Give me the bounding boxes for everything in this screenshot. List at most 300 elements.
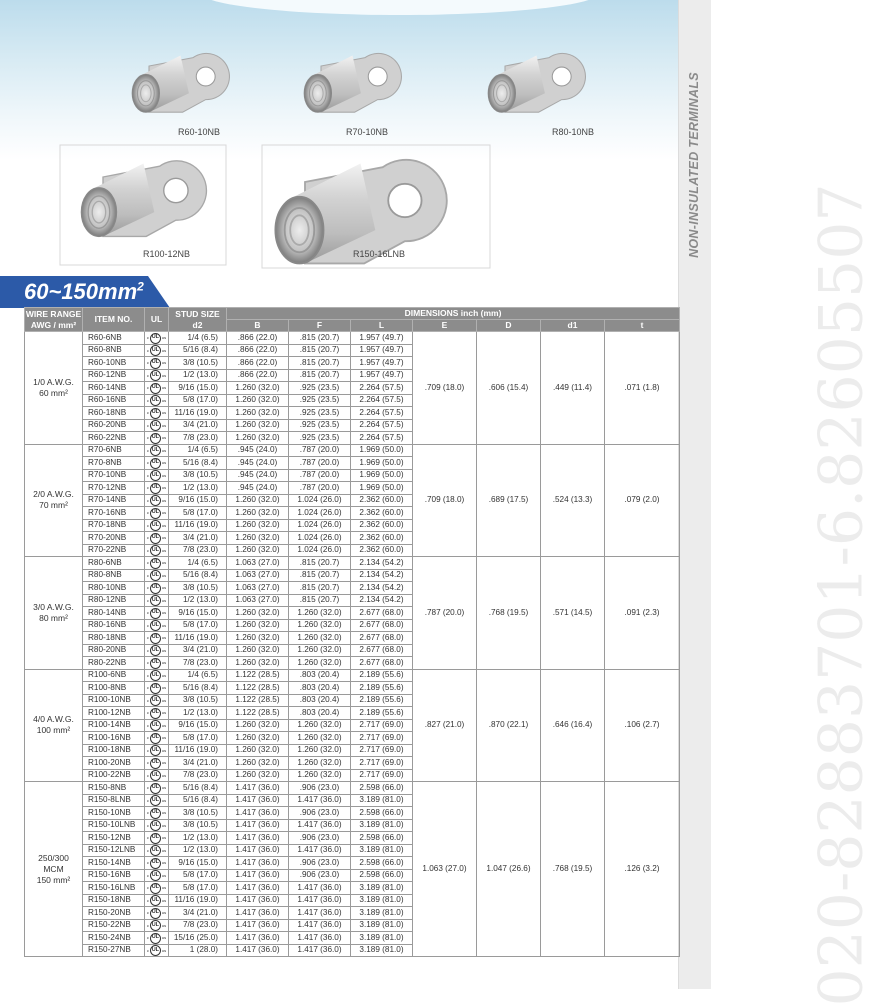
stud-size-cell: 3/4 (21.0) xyxy=(169,907,227,920)
ul-listed-icon: c UL us xyxy=(147,408,166,419)
dim-f-cell: .906 (23.0) xyxy=(289,869,351,882)
product-image-r150 xyxy=(275,160,446,264)
item-no-cell: R70-8NB xyxy=(83,457,145,470)
dim-l-cell: 2.134 (54.2) xyxy=(351,569,413,582)
dim-l-cell: 2.598 (66.0) xyxy=(351,869,413,882)
dim-b-cell: 1.417 (36.0) xyxy=(227,819,289,832)
dim-l-cell: 2.264 (57.5) xyxy=(351,394,413,407)
stud-size-cell: 1/4 (6.5) xyxy=(169,557,227,570)
dim-b-cell: 1.417 (36.0) xyxy=(227,807,289,820)
dim-f-cell: 1.417 (36.0) xyxy=(289,794,351,807)
ul-cell xyxy=(145,819,169,832)
ul-cell xyxy=(145,769,169,782)
ul-cell xyxy=(145,669,169,682)
product-illustrations xyxy=(0,0,678,275)
ul-listed-icon: c UL us xyxy=(147,483,166,494)
ul-listed-icon: c UL us xyxy=(147,570,166,581)
dim-b-cell: 1.260 (32.0) xyxy=(227,732,289,745)
dim-f-cell: 1.417 (36.0) xyxy=(289,882,351,895)
spec-table xyxy=(24,307,680,957)
table-row xyxy=(25,557,680,570)
dim-t-cell: .091 (2.3) xyxy=(605,557,680,670)
item-no-cell: R70-14NB xyxy=(83,494,145,507)
header-f: F xyxy=(289,320,351,332)
header-t: t xyxy=(605,320,680,332)
wire-range-text: 4/0 A.W.G. xyxy=(33,714,74,725)
wire-range-text: 2/0 A.W.G. xyxy=(33,489,74,500)
stud-size-cell: 3/4 (21.0) xyxy=(169,757,227,770)
item-no-cell: R150-24NB xyxy=(83,932,145,945)
dim-b-cell: 1.122 (28.5) xyxy=(227,707,289,720)
ul-cell xyxy=(145,382,169,395)
dim-b-cell: .945 (24.0) xyxy=(227,469,289,482)
dim-f-cell: .787 (20.0) xyxy=(289,457,351,470)
dim-l-cell: 1.957 (49.7) xyxy=(351,369,413,382)
dim-t-cell: .071 (1.8) xyxy=(605,332,680,445)
wire-range-text: 80 mm² xyxy=(39,612,68,623)
item-no-cell: R70-6NB xyxy=(83,444,145,457)
ul-listed-icon: c UL us xyxy=(147,520,166,531)
dim-l-cell: 2.189 (55.6) xyxy=(351,694,413,707)
dim-l-cell: 2.134 (54.2) xyxy=(351,557,413,570)
dim-b-cell: 1.260 (32.0) xyxy=(227,644,289,657)
dim-l-cell: 2.362 (60.0) xyxy=(351,494,413,507)
dim-l-cell: 3.189 (81.0) xyxy=(351,844,413,857)
wire-range-text: 250/300 xyxy=(38,852,69,863)
ul-listed-icon: c UL us xyxy=(147,883,166,894)
product-image-r100 xyxy=(81,161,206,237)
section-title-text: 60~150mm xyxy=(24,279,138,304)
dim-e-cell: .827 (21.0) xyxy=(413,669,477,782)
ul-cell xyxy=(145,919,169,932)
section-title xyxy=(24,279,144,305)
stud-size-cell: 11/16 (19.0) xyxy=(169,407,227,420)
ul-listed-icon: c UL us xyxy=(147,358,166,369)
ul-cell xyxy=(145,557,169,570)
dim-f-cell: .925 (23.5) xyxy=(289,394,351,407)
dim-b-cell: 1.260 (32.0) xyxy=(227,632,289,645)
header-ul: UL xyxy=(145,308,169,332)
dim-l-cell: 3.189 (81.0) xyxy=(351,944,413,957)
dim-f-cell: .906 (23.0) xyxy=(289,807,351,820)
dim-b-cell: 1.122 (28.5) xyxy=(227,682,289,695)
ul-listed-icon: c UL us xyxy=(147,933,166,944)
item-no-cell: R80-18NB xyxy=(83,632,145,645)
item-no-cell: R60-18NB xyxy=(83,407,145,420)
dim-d1-cell: .768 (19.5) xyxy=(541,782,605,957)
dim-b-cell: 1.260 (32.0) xyxy=(227,394,289,407)
stud-size-cell: 9/16 (15.0) xyxy=(169,382,227,395)
dim-b-cell: 1.417 (36.0) xyxy=(227,832,289,845)
ul-cell xyxy=(145,644,169,657)
dim-l-cell: 1.969 (50.0) xyxy=(351,482,413,495)
dim-f-cell: 1.024 (26.0) xyxy=(289,519,351,532)
ul-cell xyxy=(145,594,169,607)
dim-b-cell: 1.260 (32.0) xyxy=(227,657,289,670)
ul-cell xyxy=(145,407,169,420)
stud-size-cell: 5/8 (17.0) xyxy=(169,507,227,520)
dim-l-cell: 2.677 (68.0) xyxy=(351,619,413,632)
stud-size-cell: 5/8 (17.0) xyxy=(169,394,227,407)
item-no-cell: R60-6NB xyxy=(83,332,145,345)
dim-l-cell: 1.957 (49.7) xyxy=(351,357,413,370)
ul-listed-icon: c UL us xyxy=(147,920,166,931)
ul-cell xyxy=(145,469,169,482)
dim-l-cell: 2.264 (57.5) xyxy=(351,382,413,395)
dim-f-cell: 1.417 (36.0) xyxy=(289,844,351,857)
dim-b-cell: 1.260 (32.0) xyxy=(227,507,289,520)
dim-l-cell: 2.189 (55.6) xyxy=(351,669,413,682)
dim-l-cell: 2.717 (69.0) xyxy=(351,769,413,782)
item-no-cell: R150-12NB xyxy=(83,832,145,845)
stud-size-cell: 11/16 (19.0) xyxy=(169,519,227,532)
dim-b-cell: 1.417 (36.0) xyxy=(227,907,289,920)
dim-d-cell: .689 (17.5) xyxy=(477,444,541,557)
ul-cell xyxy=(145,632,169,645)
header-b: B xyxy=(227,320,289,332)
dim-f-cell: 1.260 (32.0) xyxy=(289,632,351,645)
ul-cell xyxy=(145,757,169,770)
item-no-cell: R60-10NB xyxy=(83,357,145,370)
ul-cell xyxy=(145,794,169,807)
ul-listed-icon: c UL us xyxy=(147,620,166,631)
dim-f-cell: .906 (23.0) xyxy=(289,832,351,845)
dim-b-cell: 1.260 (32.0) xyxy=(227,607,289,620)
stud-size-cell: 3/8 (10.5) xyxy=(169,694,227,707)
dim-l-cell: 1.957 (49.7) xyxy=(351,344,413,357)
ul-listed-icon: c UL us xyxy=(147,395,166,406)
item-no-cell: R60-12NB xyxy=(83,369,145,382)
dim-b-cell: 1.260 (32.0) xyxy=(227,432,289,445)
stud-size-cell: 3/8 (10.5) xyxy=(169,807,227,820)
item-no-cell: R100-18NB xyxy=(83,744,145,757)
wire-range-text: 3/0 A.W.G. xyxy=(33,601,74,612)
dim-f-cell: 1.417 (36.0) xyxy=(289,944,351,957)
product-label: R100-12NB xyxy=(143,249,191,259)
ul-cell xyxy=(145,894,169,907)
item-no-cell: R80-10NB xyxy=(83,582,145,595)
dim-l-cell: 3.189 (81.0) xyxy=(351,932,413,945)
item-no-cell: R70-10NB xyxy=(83,469,145,482)
ul-listed-icon: c UL us xyxy=(147,908,166,919)
stud-size-cell: 5/8 (17.0) xyxy=(169,619,227,632)
item-no-cell: R150-20NB xyxy=(83,907,145,920)
dim-l-cell: 1.969 (50.0) xyxy=(351,469,413,482)
dim-l-cell: 2.677 (68.0) xyxy=(351,644,413,657)
dim-l-cell: 2.189 (55.6) xyxy=(351,707,413,720)
ul-listed-icon: c UL us xyxy=(147,858,166,869)
ul-listed-icon: c UL us xyxy=(147,458,166,469)
wire-range-text: 1/0 A.W.G. xyxy=(33,376,74,387)
item-no-cell: R150-10LNB xyxy=(83,819,145,832)
dim-f-cell: .906 (23.0) xyxy=(289,857,351,870)
stud-size-cell: 1/2 (13.0) xyxy=(169,482,227,495)
dim-l-cell: 2.189 (55.6) xyxy=(351,682,413,695)
dim-f-cell: .815 (20.7) xyxy=(289,569,351,582)
dim-b-cell: 1.260 (32.0) xyxy=(227,757,289,770)
dim-l-cell: 2.134 (54.2) xyxy=(351,582,413,595)
item-no-cell: R150-8NB xyxy=(83,782,145,795)
item-no-cell: R150-14NB xyxy=(83,857,145,870)
product-label: R60-10NB xyxy=(178,127,221,137)
stud-size-cell: 11/16 (19.0) xyxy=(169,894,227,907)
stud-size-cell: 7/8 (23.0) xyxy=(169,657,227,670)
dim-l-cell: 2.717 (69.0) xyxy=(351,732,413,745)
ul-listed-icon: c UL us xyxy=(147,758,166,769)
watermark: 020-82883701-6.82605507 xyxy=(806,183,877,1007)
dim-b-cell: 1.417 (36.0) xyxy=(227,882,289,895)
item-no-cell: R150-12LNB xyxy=(83,844,145,857)
stud-size-cell: 5/16 (8.4) xyxy=(169,344,227,357)
item-no-cell: R80-22NB xyxy=(83,657,145,670)
wire-range-text: MCM xyxy=(43,863,64,874)
dim-l-cell: 3.189 (81.0) xyxy=(351,819,413,832)
ul-listed-icon: c UL us xyxy=(147,783,166,794)
ul-cell xyxy=(145,682,169,695)
dim-b-cell: 1.417 (36.0) xyxy=(227,794,289,807)
ul-cell xyxy=(145,544,169,557)
dim-l-cell: 2.598 (66.0) xyxy=(351,832,413,845)
item-no-cell: R70-20NB xyxy=(83,532,145,545)
dim-b-cell: .866 (22.0) xyxy=(227,357,289,370)
dim-e-cell: .709 (18.0) xyxy=(413,444,477,557)
item-no-cell: R100-8NB xyxy=(83,682,145,695)
ul-listed-icon: c UL us xyxy=(147,695,166,706)
ul-listed-icon: c UL us xyxy=(147,545,166,556)
dim-f-cell: .815 (20.7) xyxy=(289,594,351,607)
stud-size-cell: 5/16 (8.4) xyxy=(169,682,227,695)
dim-l-cell: 2.362 (60.0) xyxy=(351,507,413,520)
ul-cell xyxy=(145,569,169,582)
stud-size-cell: 3/4 (21.0) xyxy=(169,532,227,545)
dim-l-cell: 2.362 (60.0) xyxy=(351,519,413,532)
ul-listed-icon: c UL us xyxy=(147,795,166,806)
item-no-cell: R70-18NB xyxy=(83,519,145,532)
stud-size-cell: 5/8 (17.0) xyxy=(169,882,227,895)
ul-listed-icon: c UL us xyxy=(147,833,166,844)
ul-cell xyxy=(145,857,169,870)
item-no-cell: R60-16NB xyxy=(83,394,145,407)
dim-f-cell: 1.260 (32.0) xyxy=(289,769,351,782)
stud-size-cell: 3/4 (21.0) xyxy=(169,419,227,432)
ul-listed-icon: c UL us xyxy=(147,845,166,856)
dim-l-cell: 2.598 (66.0) xyxy=(351,807,413,820)
item-no-cell: R60-20NB xyxy=(83,419,145,432)
ul-listed-icon: c UL us xyxy=(147,633,166,644)
dim-f-cell: .803 (20.4) xyxy=(289,694,351,707)
ul-cell xyxy=(145,394,169,407)
stud-size-cell: 3/8 (10.5) xyxy=(169,357,227,370)
ul-cell xyxy=(145,732,169,745)
item-no-cell: R100-14NB xyxy=(83,719,145,732)
dim-b-cell: 1.260 (32.0) xyxy=(227,544,289,557)
product-label: R80-10NB xyxy=(552,127,595,137)
item-no-cell: R100-10NB xyxy=(83,694,145,707)
dim-b-cell: 1.122 (28.5) xyxy=(227,669,289,682)
ul-listed-icon: c UL us xyxy=(147,445,166,456)
dim-e-cell: 1.063 (27.0) xyxy=(413,782,477,957)
dim-b-cell: .945 (24.0) xyxy=(227,482,289,495)
dim-l-cell: 3.189 (81.0) xyxy=(351,794,413,807)
item-no-cell: R150-16LNB xyxy=(83,882,145,895)
dim-d-cell: 1.047 (26.6) xyxy=(477,782,541,957)
stud-size-cell: 1/2 (13.0) xyxy=(169,707,227,720)
dim-f-cell: 1.260 (32.0) xyxy=(289,607,351,620)
item-no-cell: R150-8LNB xyxy=(83,794,145,807)
header-item-no: ITEM NO. xyxy=(83,308,145,332)
dim-l-cell: 2.677 (68.0) xyxy=(351,632,413,645)
dim-l-cell: 1.957 (49.7) xyxy=(351,332,413,345)
dim-l-cell: 2.264 (57.5) xyxy=(351,419,413,432)
ul-cell xyxy=(145,932,169,945)
dim-b-cell: 1.417 (36.0) xyxy=(227,857,289,870)
wire-range-cell xyxy=(25,669,83,782)
wire-range-text: 100 mm² xyxy=(36,725,71,736)
header-stud-size: STUD SIZE d2 xyxy=(169,308,227,332)
item-no-cell: R150-18NB xyxy=(83,894,145,907)
dim-b-cell: 1.260 (32.0) xyxy=(227,519,289,532)
ul-cell xyxy=(145,807,169,820)
wire-range-cell xyxy=(25,444,83,557)
item-no-cell: R80-16NB xyxy=(83,619,145,632)
table-row xyxy=(25,444,680,457)
stud-size-cell: 5/16 (8.4) xyxy=(169,457,227,470)
dim-f-cell: .815 (20.7) xyxy=(289,369,351,382)
ul-listed-icon: c UL us xyxy=(147,333,166,344)
header-d1: d1 xyxy=(541,320,605,332)
item-no-cell: R70-22NB xyxy=(83,544,145,557)
item-no-cell: R80-20NB xyxy=(83,644,145,657)
product-label: R150-16LNB xyxy=(353,249,406,259)
dim-l-cell: 2.362 (60.0) xyxy=(351,544,413,557)
item-no-cell: R150-27NB xyxy=(83,944,145,957)
header-dimensions: DIMENSIONS inch (mm) xyxy=(227,308,680,320)
ul-cell xyxy=(145,944,169,957)
dim-f-cell: 1.260 (32.0) xyxy=(289,732,351,745)
stud-size-cell: 11/16 (19.0) xyxy=(169,632,227,645)
ul-listed-icon: c UL us xyxy=(147,895,166,906)
dim-f-cell: .803 (20.4) xyxy=(289,707,351,720)
ul-cell xyxy=(145,494,169,507)
dim-l-cell: 3.189 (81.0) xyxy=(351,907,413,920)
wire-range-cell xyxy=(25,332,83,445)
dim-b-cell: 1.063 (27.0) xyxy=(227,582,289,595)
sidebar-title-wrap xyxy=(680,60,708,270)
ul-cell xyxy=(145,532,169,545)
ul-listed-icon: c UL us xyxy=(147,808,166,819)
ul-listed-icon: c UL us xyxy=(147,733,166,744)
dim-b-cell: 1.417 (36.0) xyxy=(227,894,289,907)
stud-size-cell: 5/8 (17.0) xyxy=(169,732,227,745)
dim-e-cell: .787 (20.0) xyxy=(413,557,477,670)
dim-b-cell: 1.417 (36.0) xyxy=(227,919,289,932)
item-no-cell: R80-8NB xyxy=(83,569,145,582)
ul-listed-icon: c UL us xyxy=(147,645,166,656)
stud-size-cell: 3/8 (10.5) xyxy=(169,469,227,482)
wire-range-text: 60 mm² xyxy=(39,387,68,398)
item-no-cell: R100-22NB xyxy=(83,769,145,782)
dim-b-cell: 1.417 (36.0) xyxy=(227,869,289,882)
ul-cell xyxy=(145,744,169,757)
ul-listed-icon: c UL us xyxy=(147,820,166,831)
dim-b-cell: 1.260 (32.0) xyxy=(227,619,289,632)
ul-listed-icon: c UL us xyxy=(147,945,166,956)
item-no-cell: R100-16NB xyxy=(83,732,145,745)
ul-listed-icon: c UL us xyxy=(147,608,166,619)
dim-d1-cell: .571 (14.5) xyxy=(541,557,605,670)
dim-f-cell: 1.417 (36.0) xyxy=(289,819,351,832)
ul-cell xyxy=(145,357,169,370)
dim-b-cell: 1.417 (36.0) xyxy=(227,782,289,795)
dim-b-cell: .866 (22.0) xyxy=(227,332,289,345)
dim-l-cell: 3.189 (81.0) xyxy=(351,919,413,932)
dim-b-cell: .945 (24.0) xyxy=(227,444,289,457)
dim-f-cell: .815 (20.7) xyxy=(289,344,351,357)
stud-size-cell: 3/8 (10.5) xyxy=(169,582,227,595)
product-label: R70-10NB xyxy=(346,127,389,137)
dim-f-cell: 1.260 (32.0) xyxy=(289,744,351,757)
ul-listed-icon: c UL us xyxy=(147,870,166,881)
dim-l-cell: 3.189 (81.0) xyxy=(351,882,413,895)
stud-size-cell: 9/16 (15.0) xyxy=(169,857,227,870)
header-l: L xyxy=(351,320,413,332)
dim-b-cell: 1.260 (32.0) xyxy=(227,494,289,507)
wire-range-text: 70 mm² xyxy=(39,500,68,511)
ul-cell xyxy=(145,619,169,632)
dim-l-cell: 2.598 (66.0) xyxy=(351,857,413,870)
dim-b-cell: 1.260 (32.0) xyxy=(227,419,289,432)
table-row xyxy=(25,782,680,795)
dim-f-cell: .787 (20.0) xyxy=(289,482,351,495)
ul-listed-icon: c UL us xyxy=(147,533,166,544)
stud-size-cell: 9/16 (15.0) xyxy=(169,719,227,732)
dim-e-cell: .709 (18.0) xyxy=(413,332,477,445)
spec-table-body xyxy=(25,332,680,957)
item-no-cell: R100-6NB xyxy=(83,669,145,682)
dim-l-cell: 2.717 (69.0) xyxy=(351,757,413,770)
dim-f-cell: 1.260 (32.0) xyxy=(289,757,351,770)
item-no-cell: R150-10NB xyxy=(83,807,145,820)
ul-cell xyxy=(145,719,169,732)
dim-b-cell: 1.417 (36.0) xyxy=(227,944,289,957)
dim-d1-cell: .646 (16.4) xyxy=(541,669,605,782)
item-no-cell: R80-12NB xyxy=(83,594,145,607)
product-image-r70 xyxy=(304,53,401,112)
ul-listed-icon: c UL us xyxy=(147,720,166,731)
ul-cell xyxy=(145,694,169,707)
item-no-cell: R60-8NB xyxy=(83,344,145,357)
item-no-cell: R70-16NB xyxy=(83,507,145,520)
stud-size-cell: 5/16 (8.4) xyxy=(169,794,227,807)
ul-cell xyxy=(145,782,169,795)
ul-cell xyxy=(145,907,169,920)
dim-f-cell: .925 (23.5) xyxy=(289,432,351,445)
section-title-sup: 2 xyxy=(137,279,144,294)
dim-f-cell: 1.260 (32.0) xyxy=(289,644,351,657)
product-image-r80 xyxy=(488,53,585,112)
ul-cell xyxy=(145,869,169,882)
ul-cell xyxy=(145,507,169,520)
stud-size-cell: 9/16 (15.0) xyxy=(169,607,227,620)
dim-b-cell: 1.417 (36.0) xyxy=(227,932,289,945)
dim-b-cell: .866 (22.0) xyxy=(227,344,289,357)
stud-size-cell: 1/4 (6.5) xyxy=(169,332,227,345)
header-e: E xyxy=(413,320,477,332)
wire-range-cell xyxy=(25,782,83,957)
dim-b-cell: 1.260 (32.0) xyxy=(227,719,289,732)
dim-d-cell: .606 (15.4) xyxy=(477,332,541,445)
ul-listed-icon: c UL us xyxy=(147,745,166,756)
